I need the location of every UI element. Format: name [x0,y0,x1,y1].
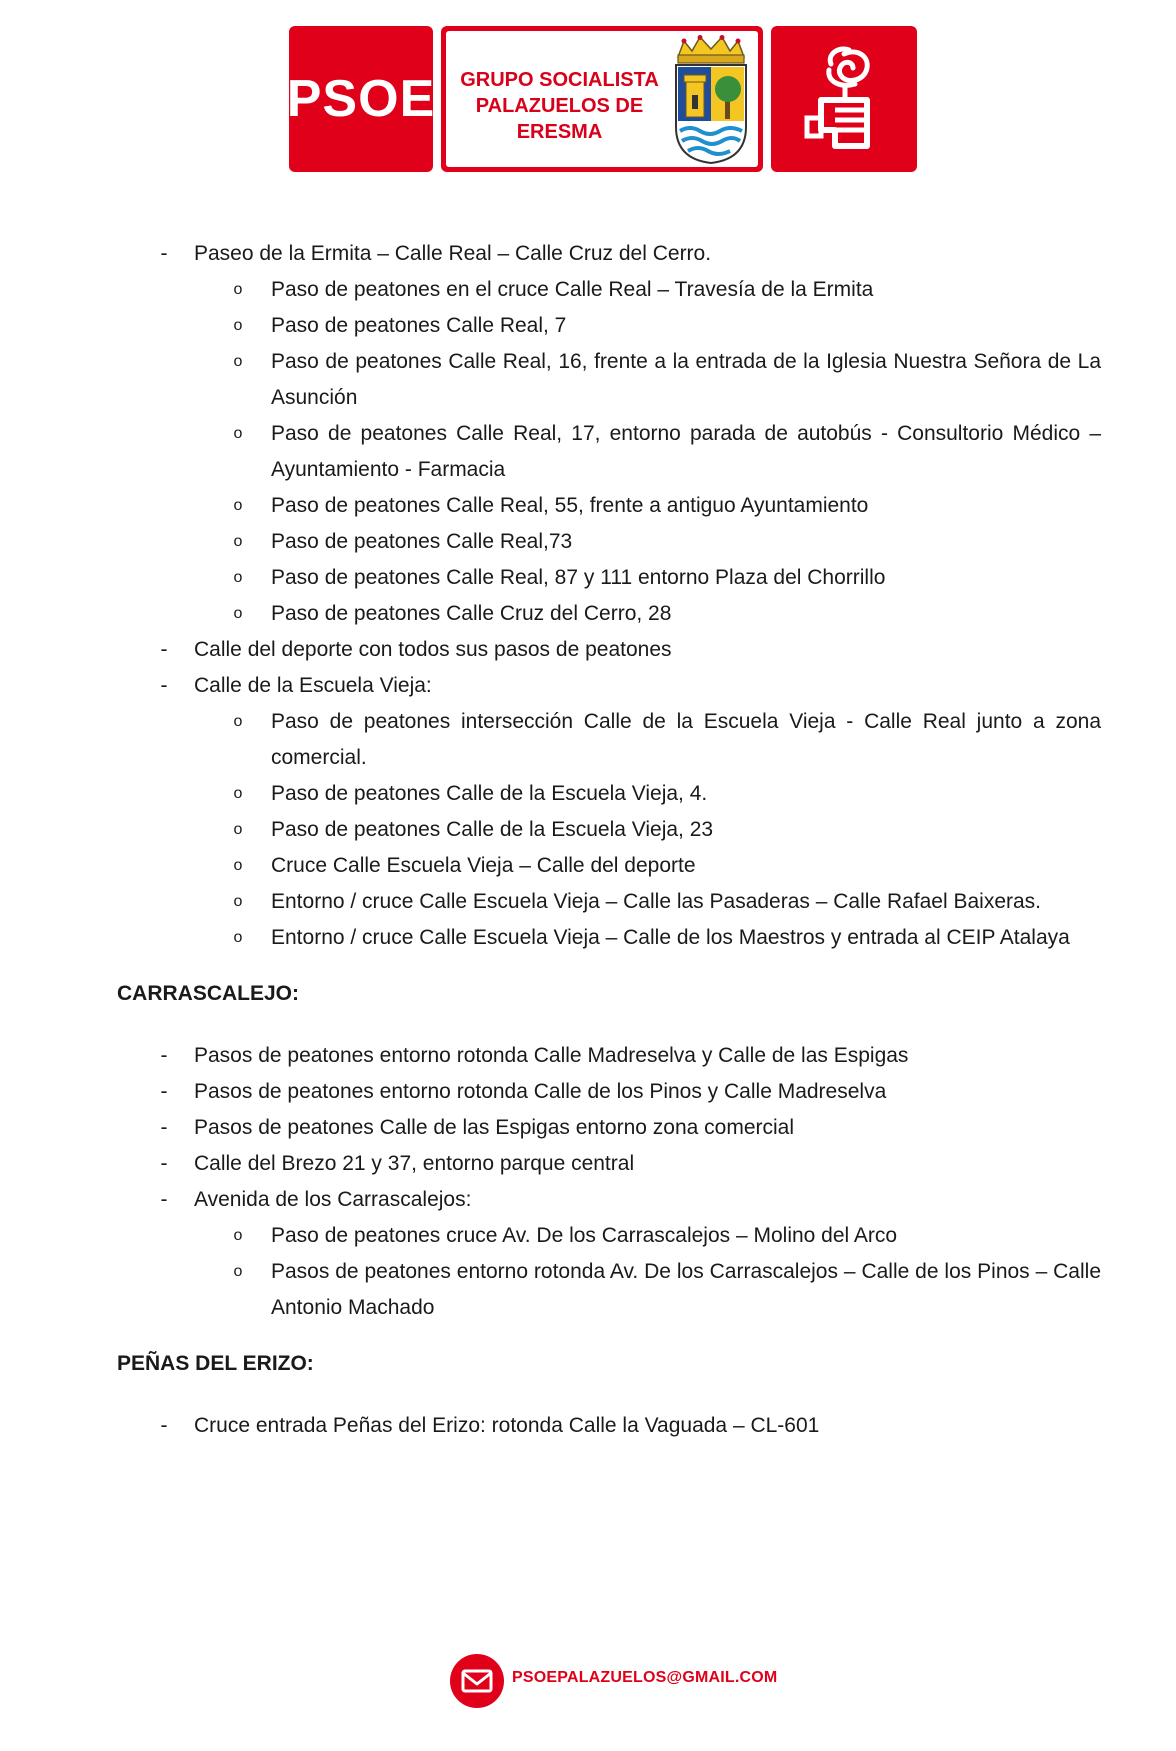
sub-list-item: o Paso de peatones Calle Real, 87 y 111 entorno Plaza del Chorrillo [117,560,1101,596]
dash-bullet: - [160,638,168,661]
sub-list-item: o Paso de peatones Calle Cruz del Cerro, 28 [117,596,1101,632]
sub-list-item: o Paso de peatones Calle Real,73 [117,524,1101,560]
municipal-crest-icon [668,35,754,165]
list-item: - Paseo de la Ermita – Calle Real – Calle Cruz del Cerro. [117,236,1101,272]
circle-bullet: o [233,533,243,550]
group-logo [441,26,763,172]
penas-list [117,1408,1101,1444]
fist-rose-icon [771,26,917,172]
section-heading-penas-del-erizo: PEÑAS DEL ERIZO: [117,1352,314,1375]
psoe-rose-logo [771,26,917,172]
sub-list-item: o Entorno / cruce Calle Escuela Vieja – Calle las Pasaderas – Calle Rafael Baixeras. [117,884,1101,920]
sub-list-item: o Pasos de peatones entorno rotonda Av. De los Carrascalejos – Calle de los Pinos – Calle Antonio Machado [117,1254,1101,1326]
list-item: - Pasos de peatones Calle de las Espigas entorno zona comercial [117,1110,1101,1146]
page-header [0,26,1176,172]
circle-bullet: o [233,929,243,946]
list-item: - Avenida de los Carrascalejos: [117,1182,1101,1218]
page-footer [450,1654,790,1708]
sub-list-item: o Paso de peatones Calle Real, 17, entorno parada de autobús - Consultorio Médico – Ayuntamiento - Farmacia [117,416,1101,488]
circle-bullet: o [233,821,243,838]
circle-bullet: o [233,785,243,802]
dash-bullet: - [160,1080,168,1103]
group-name-line-3: ERESMA [516,121,603,143]
psoe-logo [286,26,436,172]
sub-list-item: o Paso de peatones Calle Real, 16, frente a la entrada de la Iglesia Nuestra Señora de La Asunción [117,344,1101,416]
dash-bullet: - [160,1414,168,1437]
dash-bullet: - [160,242,168,265]
list-item: - Calle del Brezo 21 y 37, entorno parque central [117,1146,1101,1182]
group-name-line-1: GRUPO SOCIALISTA [460,69,659,91]
list-item: - Pasos de peatones entorno rotonda Calle Madreselva y Calle de las Espigas [117,1038,1101,1074]
sub-list-item: o Paso de peatones Calle de la Escuela Vieja, 4. [117,776,1101,812]
list-item: - Cruce entrada Peñas del Erizo: rotonda Calle la Vaguada – CL-601 [117,1408,1101,1444]
dash-bullet: - [160,674,168,697]
dash-bullet: - [160,1152,168,1175]
circle-bullet: o [233,893,243,910]
circle-bullet: o [233,425,243,442]
contact-email[interactable]: PSOEPALAZUELOS@GMAIL.COM [512,1669,778,1686]
circle-bullet: o [233,1227,243,1244]
envelope-icon [450,1654,504,1708]
dash-bullet: - [160,1116,168,1139]
sub-list-item: o Entorno / cruce Calle Escuela Vieja – Calle de los Maestros y entrada al CEIP Atalaya [117,920,1101,956]
sub-list-item: o Paso de peatones intersección Calle de la Escuela Vieja - Calle Real junto a zona comercial. [117,704,1101,776]
sub-list-item: o Paso de peatones cruce Av. De los Carrascalejos – Molino del Arco [117,1218,1101,1254]
psoe-logo-text: PSOE [286,70,436,128]
circle-bullet: o [233,857,243,874]
circle-bullet: o [233,353,243,370]
circle-bullet: o [233,569,243,586]
street-list [117,236,1101,956]
sub-list-item: o Paso de peatones Calle Real, 7 [117,308,1101,344]
list-item: - Calle de la Escuela Vieja: [117,668,1101,704]
circle-bullet: o [233,497,243,514]
sub-list-item: o Paso de peatones Calle Real, 55, frente a antiguo Ayuntamiento [117,488,1101,524]
dash-bullet: - [160,1188,168,1211]
list-item: - Pasos de peatones entorno rotonda Calle de los Pinos y Calle Madreselva [117,1074,1101,1110]
circle-bullet: o [233,605,243,622]
sub-list-item: o Paso de peatones Calle de la Escuela Vieja, 23 [117,812,1101,848]
sub-list-item: o Cruce Calle Escuela Vieja – Calle del deporte [117,848,1101,884]
dash-bullet: - [160,1044,168,1067]
circle-bullet: o [233,713,243,730]
group-name [452,67,667,145]
sub-list-item: o Paso de peatones en el cruce Calle Real – Travesía de la Ermita [117,272,1101,308]
circle-bullet: o [233,281,243,298]
circle-bullet: o [233,1263,243,1280]
document-body [117,236,1101,1444]
list-item: - Calle del deporte con todos sus pasos de peatones [117,632,1101,668]
group-name-line-2: PALAZUELOS DE [475,95,644,117]
carrascalejo-list [117,1038,1101,1326]
section-heading-carrascalejo: CARRASCALEJO: [117,982,300,1005]
circle-bullet: o [233,317,243,334]
